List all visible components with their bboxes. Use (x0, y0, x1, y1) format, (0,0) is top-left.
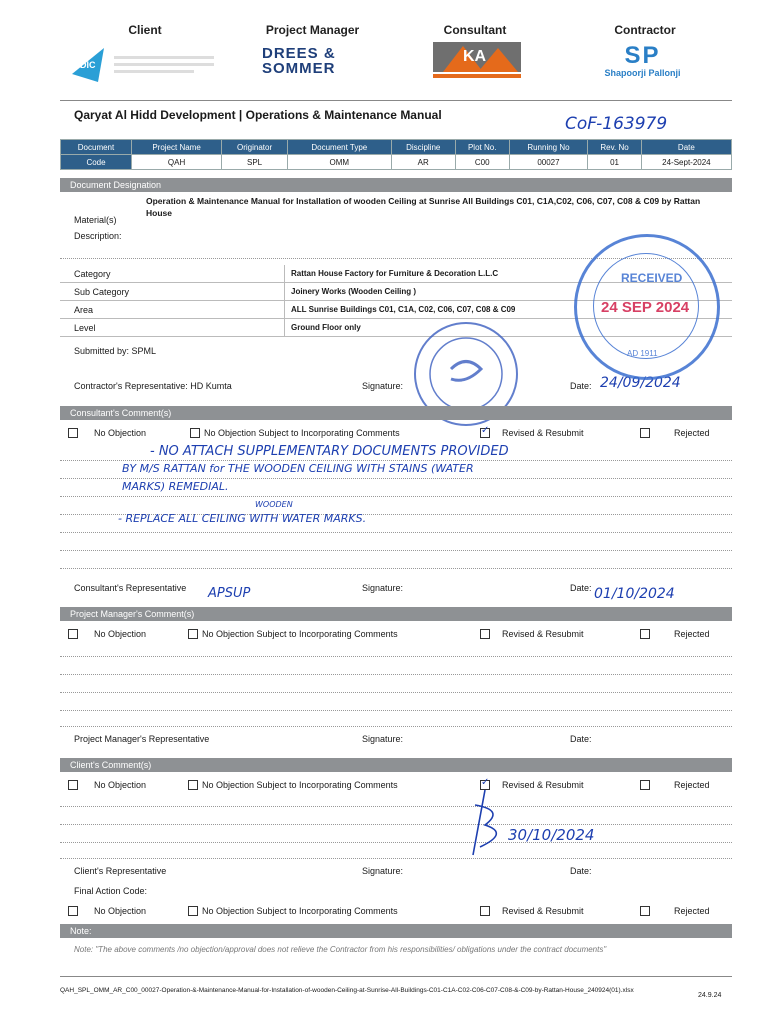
checkbox[interactable] (640, 629, 650, 639)
document-title: Qaryat Al Hidd Development | Operations & Maintenance Manual (74, 108, 442, 122)
code-table-row (61, 155, 732, 170)
code-cell: QAH (132, 155, 222, 170)
pm-option-subject[interactable] (188, 629, 398, 639)
checkbox[interactable] (68, 780, 78, 790)
document-code-table (60, 139, 732, 170)
checkbox-checked[interactable] (480, 428, 490, 438)
pm-date-label: Date: (570, 734, 592, 744)
checkbox[interactable] (68, 906, 78, 916)
final-option-revise[interactable] (480, 906, 584, 916)
contractor-date-label: Date: (570, 381, 592, 391)
received-stamp (574, 234, 720, 380)
consultant-logo (433, 42, 521, 84)
consultant-representative-label: Consultant's Representative (74, 583, 187, 593)
category-key: Sub Category (60, 283, 285, 300)
checkbox[interactable] (188, 780, 198, 790)
consultant-option-revise[interactable] (480, 428, 584, 438)
client-logo-text: SDIC (74, 60, 96, 70)
consultant-comment-line1: - NO ATTACH SUPPLEMENTARY DOCUMENTS PROVIDED (150, 444, 509, 459)
contractor-logo (585, 44, 700, 78)
designation-bar: Document Designation (60, 178, 732, 192)
code-header-cell: Rev. No (588, 140, 641, 155)
code-header-cell: Plot No. (455, 140, 509, 155)
option-label: No Objection Subject to Incorporating Comments (202, 629, 398, 639)
consultant-comment-line4-sup: WOODEN (255, 500, 293, 509)
option-label: Rejected (674, 428, 710, 438)
material-label: Material(s) Description: (74, 215, 122, 241)
consultant-comments-bar: Consultant's Comment(s) (60, 406, 732, 420)
pm-logo-line2: SOMMER (262, 60, 336, 77)
consultant-option-subject[interactable] (190, 428, 400, 438)
final-option-rejected[interactable] (640, 906, 710, 916)
checkbox[interactable] (640, 906, 650, 916)
category-value: ALL Sunrise Buildings C01, C1A, C02, C06, C07, C08 & C09 (291, 305, 516, 314)
code-cell: 00027 (509, 155, 588, 170)
category-value: Rattan House Factory for Furniture & Decoration L.L.C (291, 269, 499, 278)
consultant-comment-line2: BY M/S RATTAN for THE WOODEN CEILING WITH STAINS (WATER (122, 462, 474, 475)
code-header-cell: Document (61, 140, 132, 155)
received-stamp-ad: AD 1911 (627, 349, 658, 358)
code-row-label: Code (61, 155, 132, 170)
role-contractor: Contractor (614, 23, 676, 37)
consultant-comment-line3: MARKS) REMEDIAL. (122, 480, 229, 493)
consultant-representative-handwritten: APSUP (208, 586, 251, 601)
pm-option-no-objection[interactable] (68, 629, 146, 639)
client-logo (70, 44, 220, 84)
pm-logo-line1: DREES & (262, 45, 336, 62)
option-label: No Objection Subject to Incorporating Comments (202, 780, 398, 790)
option-label: Revised & Resubmit (502, 629, 584, 639)
note-bar: Note: (60, 924, 732, 938)
consultant-date-handwritten: 01/10/2024 (594, 586, 675, 602)
checkbox[interactable] (188, 906, 198, 916)
footer-version: 24.9.24 (698, 992, 722, 999)
contractor-logo-name: Shapoorji Pallonji (604, 68, 681, 78)
consultant-signature-label: Signature: (362, 583, 404, 593)
pm-comments-bar: Project Manager's Comment(s) (60, 607, 732, 621)
note-text: Note: "The above comments /no objection/approval does not relieve the Contractor from his responsibilities/ obligations under the contract documents" (74, 945, 607, 954)
code-cell: OMM (287, 155, 391, 170)
handwritten-reference: CoF-163979 (565, 114, 668, 134)
checkbox[interactable] (640, 428, 650, 438)
code-header-cell: Originator (222, 140, 288, 155)
category-value: Ground Floor only (291, 323, 361, 332)
option-label: No Objection Subject to Incorporating Comments (204, 428, 400, 438)
received-stamp-text: RECEIVED (621, 271, 683, 285)
pm-representative-label: Project Manager's Representative (74, 734, 210, 744)
option-label: Revised & Resubmit (502, 780, 584, 790)
option-label: No Objection (94, 780, 147, 790)
consultant-date-label: Date: (570, 583, 592, 593)
option-label: No Objection (94, 629, 147, 639)
client-comments-bar: Client's Comment(s) (60, 758, 732, 772)
client-date-label: Date: (570, 866, 592, 876)
option-label: Rejected (674, 629, 710, 639)
pm-logo (262, 46, 372, 76)
code-cell: 24-Sept-2024 (641, 155, 731, 170)
client-signature-label: Signature: (362, 866, 404, 876)
final-action-label: Final Action Code: (74, 886, 148, 896)
code-header-cell: Running No (509, 140, 588, 155)
contractor-representative: Contractor's Representative: HD Kumta (74, 381, 232, 391)
code-cell: 01 (588, 155, 641, 170)
code-cell: C00 (455, 155, 509, 170)
code-table-header (61, 140, 732, 155)
category-value: Joinery Works (Wooden Ceiling ) (291, 287, 417, 296)
code-cell: AR (391, 155, 455, 170)
option-label: Rejected (674, 780, 710, 790)
material-description: Operation & Maintenance Manual for Installation of wooden Ceiling at Sunrise All Buildings C01, C1A,C02, C06, C07, C08 & C09 by Rattan House (146, 196, 701, 218)
option-label: Revised & Resubmit (502, 906, 584, 916)
category-key: Category (60, 265, 285, 282)
footer-filename: QAH_SPL_OMM_AR_C00_00027-Operation-&-Maintenance-Manual-for-Installation-of-wooden-Ceiling-at-Sunrise-All-Buildings-C01-C1A-C02-C06-C07-C08-&-C09-by-Rattan-House_240924(01).xlsx (60, 987, 634, 994)
consultant-option-no-objection[interactable] (68, 428, 146, 438)
role-project-manager: Project Manager (265, 23, 360, 37)
client-option-subject[interactable] (188, 780, 398, 790)
pm-option-rejected[interactable] (640, 629, 710, 639)
submitted-by: Submitted by: SPML (74, 346, 157, 356)
consultant-logo-text: KA (463, 48, 487, 65)
consultant-comment-line4: - REPLACE ALL CEILING WITH WATER MARKS. (118, 512, 367, 525)
code-header-cell: Project Name (132, 140, 222, 155)
received-stamp-date: 24 SEP 2024 (601, 299, 690, 316)
client-option-rejected[interactable] (640, 780, 710, 790)
client-signature-scribble (455, 785, 515, 867)
contractor-signature-label: Signature: (362, 381, 404, 391)
final-option-no-objection[interactable] (68, 906, 146, 916)
option-label: Revised & Resubmit (502, 428, 584, 438)
code-header-cell: Date (641, 140, 731, 155)
role-consultant: Consultant (443, 23, 507, 37)
client-date-handwritten: 30/10/2024 (508, 826, 595, 844)
sp-logo-icon: SP (624, 42, 661, 69)
signature-icon (455, 785, 515, 865)
checkbox[interactable] (68, 428, 78, 438)
pm-signature-label: Signature: (362, 734, 404, 744)
checkbox[interactable] (480, 906, 490, 916)
client-option-no-objection[interactable] (68, 780, 146, 790)
role-client: Client (128, 23, 162, 37)
checkbox[interactable] (190, 428, 200, 438)
client-representative-label: Client's Representative (74, 866, 167, 876)
checkbox[interactable] (188, 629, 198, 639)
pm-option-revise[interactable] (480, 629, 584, 639)
code-cell: SPL (222, 155, 288, 170)
option-label: Rejected (674, 906, 710, 916)
checkbox[interactable] (640, 780, 650, 790)
consultant-option-rejected[interactable] (640, 428, 710, 438)
option-label: No Objection (94, 428, 147, 438)
category-key: Level (60, 319, 285, 336)
code-header-cell: Discipline (391, 140, 455, 155)
code-header-cell: Document Type (287, 140, 391, 155)
checkbox[interactable] (68, 629, 78, 639)
checkbox[interactable] (480, 629, 490, 639)
option-label: No Objection Subject to Incorporating Comments (202, 906, 398, 916)
category-key: Area (60, 301, 285, 318)
contractor-date-handwritten: 24/09/2024 (600, 375, 681, 391)
final-option-subject[interactable] (188, 906, 398, 916)
option-label: No Objection (94, 906, 147, 916)
